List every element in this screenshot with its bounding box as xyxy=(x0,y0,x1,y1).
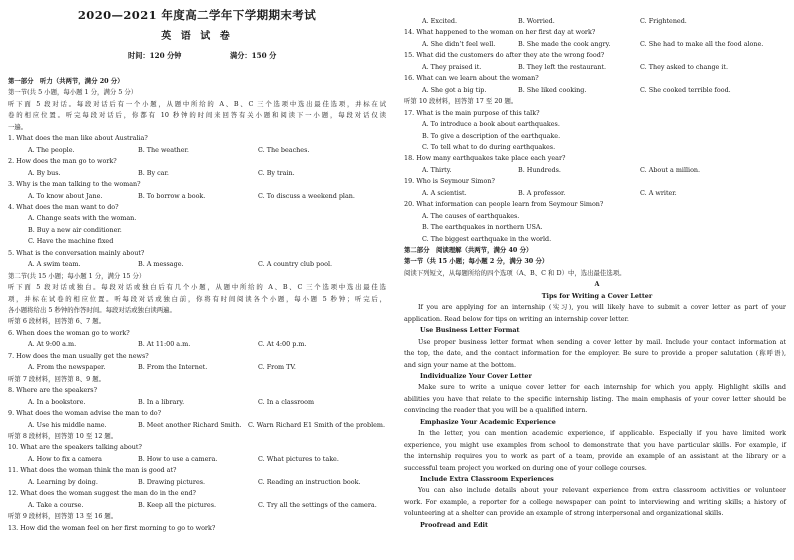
section-heading: 第一部分 听力（共两节，满分 20 分） xyxy=(8,77,124,85)
section-heading: 听第 7 段材料，回答第 8、9 题。 xyxy=(8,374,106,383)
right-column xyxy=(400,0,794,560)
question-stem: 7. How does the man usually get the news? xyxy=(8,351,149,360)
answer-option: B. She made the cook angry. xyxy=(518,39,611,48)
question-stem: 20. What information can people learn from Seymour Simon? xyxy=(404,200,604,209)
answer-option: B. In a library. xyxy=(138,397,185,406)
exam-score: 满分：150 分 xyxy=(230,51,277,60)
text-line: and sign your name at the bottom. xyxy=(404,360,516,369)
question-stem: 2. How does the man go to work? xyxy=(8,157,117,166)
answer-option: C. She had to make all the food alone. xyxy=(640,39,764,48)
answer-option: A. Learning by doing. xyxy=(28,477,98,486)
text-line: Use Business Letter Format xyxy=(420,326,520,335)
answer-option: C. At 4:00 p.m. xyxy=(258,340,307,349)
text-line: In the letter, you can mention academic experience, if applicable. Especially if you have limited work xyxy=(418,429,786,438)
answer-option: B. How to use a camera. xyxy=(138,454,218,463)
text-line: 卷的相应位置。听完每段对话后，你都有 10 秒钟的时间来回答有关小题和阅读下一小题，每段对话仅读 xyxy=(8,111,386,120)
question-stem: 6. When does the woman go to work? xyxy=(8,328,130,337)
exam-title: 2020—2021 年度高二学年下学期期末考试 xyxy=(77,8,317,22)
question-stem: 17. What is the main purpose of this talk? xyxy=(404,108,540,117)
answer-option: C. By train. xyxy=(258,168,295,177)
answer-option: A. At 9:00 a.m. xyxy=(28,340,77,349)
answer-option: C. To tell what to do during earthquakes. xyxy=(422,142,556,151)
section-heading: 第一节（共 15 小题；每小题 2 分，满分 30 分） xyxy=(404,257,549,266)
question-stem: 15. What did the customers do after they ate the wrong food? xyxy=(404,51,605,60)
answer-option: C. A writer. xyxy=(640,188,677,197)
exam-subtitle: 英 语 试 卷 xyxy=(161,31,233,42)
question-stem: 16. What can we learn about the woman? xyxy=(404,74,539,83)
text-line: volunteering at a shelter can provide an example of strong interpersonal and organizational skills. xyxy=(404,509,724,518)
answer-option: C. Have the machine fixed xyxy=(28,237,114,246)
text-line: Include Extra Classroom Experiences xyxy=(420,475,554,483)
text-line: the internship requires you to work as part of a team, provide an example of an assistant at the library or a xyxy=(404,452,786,461)
text-line: A xyxy=(594,280,600,289)
answer-option: A. To introduce a book about earthquakes. xyxy=(422,120,560,129)
question-stem: 8. Where are the speakers? xyxy=(8,386,98,395)
section-heading: 听第 8 段材料，回答第 10 至 12 题。 xyxy=(8,431,118,440)
answer-option: B. From the Internet. xyxy=(138,363,208,372)
answer-option: B. Meet another Richard Smith. xyxy=(138,420,242,429)
answer-option: B. The earthquakes in northern USA. xyxy=(422,223,543,232)
answer-option: B. To give a description of the earthquake. xyxy=(422,131,561,140)
answer-option: A. A swim team. xyxy=(28,260,81,269)
answer-option: C. About a million. xyxy=(640,165,701,174)
section-heading: 第二部分 阅读理解（共两节，满分 40 分） xyxy=(404,246,533,254)
text-line: Proofread and Edit xyxy=(420,520,488,529)
answer-option: A. By bus. xyxy=(28,168,61,177)
answer-option: A. Change seats with the woman. xyxy=(28,214,137,223)
text-line: 各小题将给出 5 秒钟的作答时间。每段对话或独白读两遍。 xyxy=(8,306,176,314)
text-line: abilities you have that relate to the specific internship listing. The main emphasis of your cover letter should be xyxy=(404,394,786,403)
answer-option: C. Reading an instruction book. xyxy=(258,477,361,486)
question-stem: 4. What does the man want to do? xyxy=(8,202,119,211)
text-line: successful team project you worked on during one of your college courses. xyxy=(404,463,647,472)
text-line: 阅读下列短文，从每题所给的四个选项（A、B、C 和 D）中，选出最佳选项。 xyxy=(404,268,626,277)
section-heading: 第一节(共 5 小题，每小题 1 分，满分 5 分） xyxy=(8,88,138,97)
answer-option: C. Try all the settings of the camera. xyxy=(258,500,377,509)
answer-option: B. A professor. xyxy=(518,188,566,197)
text-line: work. For example, a reporter for a college newspaper can point to interviewing and writing skills; a history of xyxy=(404,497,786,506)
answer-option: B. A message. xyxy=(138,260,184,269)
question-stem: 3. Why is the man talking to the woman? xyxy=(8,180,141,189)
text-line: 听下面 5 段对话。每段对话后有一个小题，从题中所给的 A、B、C 三个选项中选出最佳选项，并标在试 xyxy=(8,99,386,108)
answer-option: C. Frightened. xyxy=(640,17,687,25)
answer-option: B. The weather. xyxy=(138,145,189,154)
answer-option: A. She didn’t feel well. xyxy=(422,39,496,48)
answer-option: C. A country club pool. xyxy=(258,260,333,269)
text-line: Make sure to write a unique cover letter for each internship for which you apply. Highlight skills and xyxy=(418,383,786,392)
text-line: If you are applying for an internship (实习), you will likely have to submit a cover letter as part of your xyxy=(418,303,786,312)
text-line: 一遍。 xyxy=(8,122,28,131)
text-line: convincing the reader that you will be a qualified intern. xyxy=(404,406,588,415)
question-stem: 18. How many earthquakes take place each year? xyxy=(404,154,566,163)
answer-option: A. Use his middle name. xyxy=(28,420,107,429)
section-heading: 听第 6 段材料，回答第 6、7 题。 xyxy=(8,317,106,326)
answer-option: B. She liked cooking. xyxy=(518,85,587,94)
text-line: 听下面 5 段对话或独白。每段对话或独白后有几个小题，从题中所给的 A、B、C 三个选项中选出最佳选 xyxy=(8,283,386,292)
exam-time: 时间：120 分钟 xyxy=(128,51,182,60)
section-heading: 听第 9 段材料，回答第 13 至 16 题。 xyxy=(8,512,118,521)
question-stem: 11. What does the woman think the man is good at? xyxy=(8,466,177,475)
answer-option: C. She cooked terrible food. xyxy=(640,85,731,94)
text-line: the top, the date, and the contact information for the employer. Be sure to provide a proper salutation (称呼语), xyxy=(404,349,786,358)
answer-option: A. They praised it. xyxy=(422,62,482,71)
section-heading: 第二节(共 15 小题；每小题 1 分，满分 15 分） xyxy=(8,271,146,280)
question-stem: 14. What happened to the woman on her first day at work? xyxy=(404,28,596,37)
answer-option: B. Drawing pictures. xyxy=(138,477,206,486)
answer-option: A. From the newspaper. xyxy=(28,363,106,372)
answer-option: C. The biggest earthquake in the world. xyxy=(422,234,552,243)
answer-option: C. The beaches. xyxy=(258,145,310,154)
answer-option: A. Thirty. xyxy=(422,165,452,174)
answer-option: B. Buy a new air conditioner. xyxy=(28,225,122,234)
text-line: experience, you might use examples from school to demonstrate that you have particular skills. For example, if xyxy=(404,440,786,449)
question-stem: 1. What does the man like about Australia? xyxy=(8,134,148,143)
text-line: application. Read below for tips on writing an internship cover letter. xyxy=(404,314,629,323)
answer-option: A. The causes of earthquakes. xyxy=(422,211,520,220)
answer-option: B. They left the restaurant. xyxy=(518,62,607,71)
answer-option: B. To borrow a book. xyxy=(138,191,206,200)
answer-option: A. To know about Jane. xyxy=(28,191,103,200)
answer-option: A. Excited. xyxy=(422,17,458,25)
answer-option: C. To discuss a weekend plan. xyxy=(258,191,355,200)
question-stem: 9. What does the woman advise the man to do? xyxy=(8,409,162,418)
text-line: You can also include details about your relevant experience from extra classroom activities or volunteer xyxy=(418,486,786,495)
answer-option: A. Take a course. xyxy=(28,500,84,509)
answer-option: B. By car. xyxy=(138,168,169,177)
answer-option: B. At 11:00 a.m. xyxy=(138,340,191,349)
answer-option: B. Hundreds. xyxy=(518,165,561,174)
answer-option: C. In a classroom xyxy=(258,397,315,406)
question-stem: 12. What does the woman suggest the man do in the end? xyxy=(8,489,196,498)
question-stem: 5. What is the conversation mainly about? xyxy=(8,248,145,257)
answer-option: C. What pictures to take. xyxy=(258,454,339,463)
answer-option: C. Warn Richard E1 Smith of the problem. xyxy=(248,420,385,429)
answer-option: A. The people. xyxy=(28,145,75,154)
answer-option: B. Keep all the pictures. xyxy=(138,500,217,509)
text-line: Emphasize Your Academic Experience xyxy=(420,417,556,426)
text-line: Tips for Writing a Cover Letter xyxy=(541,291,653,300)
answer-option: C. From TV. xyxy=(258,363,296,372)
question-stem: 19. Who is Seymour Simon? xyxy=(404,177,495,186)
answer-option: B. Worried. xyxy=(518,17,555,25)
text-line: Individualize Your Cover Letter xyxy=(420,371,532,380)
question-stem: 10. What are the speakers talking about? xyxy=(8,443,142,452)
answer-option: A. A scientist. xyxy=(422,188,467,197)
text-line: 项，并标在试卷的相应位置。听每段对话或独白前，你将有时间阅读各个小题，每小题 5 秒钟；听完后， xyxy=(8,294,386,303)
section-heading: 听第 10 段材料，回答第 17 至 20 题。 xyxy=(404,97,518,106)
question-stem: 13. How did the woman feel on her first morning to go to work? xyxy=(8,523,216,532)
text-line: Use proper business letter format when sending a cover letter by mail. Include your contact information at xyxy=(418,337,786,346)
answer-option: C. They asked to change it. xyxy=(640,62,729,71)
answer-option: A. She got a big tip. xyxy=(422,85,487,94)
answer-option: A. In a bookstore. xyxy=(28,397,86,406)
left-column xyxy=(0,0,394,560)
answer-option: A. How to fix a camera xyxy=(28,454,102,463)
